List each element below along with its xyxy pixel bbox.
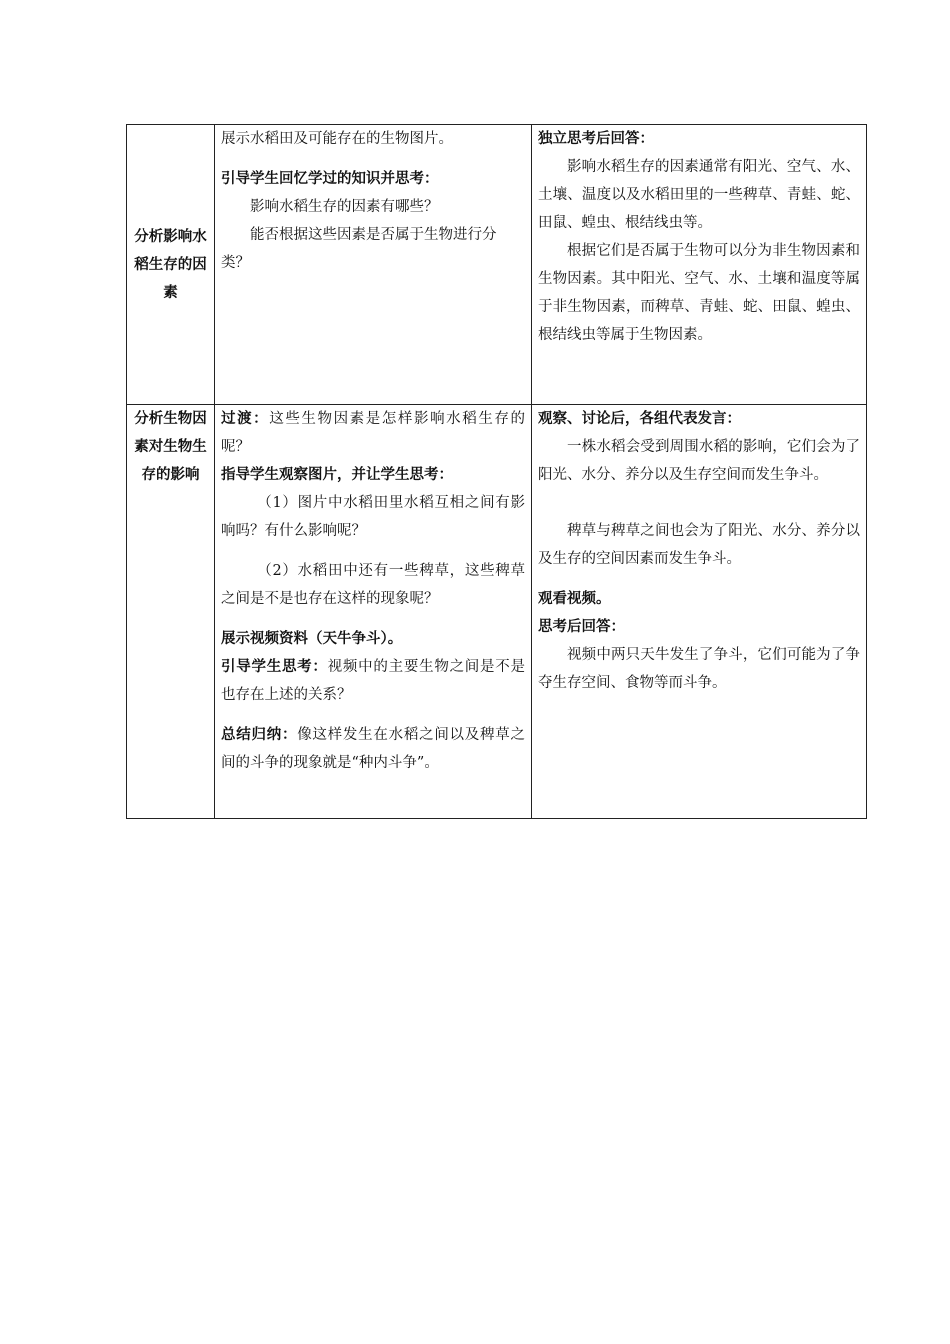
- think-text: 视频中的主要生物之间是不是也存在上述的关系？: [221, 659, 526, 703]
- video-label: 展示视频资料（天牛争斗）。: [221, 631, 403, 647]
- question-1: （1）图片中水稻田里水稻互相之间有影响吗？有什么影响呢？: [221, 495, 525, 539]
- student-answer-2: 稗草与稗草之间也会为了阳光、水分、养分以及生存的空间因素而发生争斗。: [538, 523, 860, 567]
- student-label: 观察、讨论后，各组代表发言：: [538, 411, 741, 427]
- student-activity-cell: [532, 125, 867, 405]
- summary-label: 总结归纳：: [221, 727, 298, 743]
- student-activity-cell: [532, 405, 867, 819]
- question-2: （2）水稻田中还有一些稗草，这些稗草之间是不是也存在这样的现象呢？: [221, 563, 525, 607]
- answer-label: 思考后回答：: [538, 619, 625, 635]
- topic-text: 分析影响水稻生存的因素: [134, 228, 207, 301]
- table-row: [127, 125, 867, 405]
- transition-label: 过渡：: [221, 411, 270, 427]
- topic-text: 分析生物因素对生物生存的影响: [134, 411, 207, 483]
- student-answer-2: 根据它们是否属于生物可以分为非生物因素和生物因素。其中阳光、空气、水、土壤和温度等属于非生物因素，而稗草、青蛙、蛇、田鼠、蝗虫、根结线虫等属于生物因素。: [538, 243, 860, 343]
- transition-line: [221, 405, 525, 461]
- question-2: 能否根据这些因素是否属于生物进行分类？: [221, 227, 497, 271]
- question-1: 影响水稻生存的因素有哪些？: [250, 199, 439, 215]
- summary-text: 像这样发生在水稻之间以及稗草之间的斗争的现象就是“种内斗争”。: [221, 727, 526, 771]
- summary-line: [221, 721, 525, 777]
- guide-label: 指导学生观察图片，并让学生思考：: [221, 467, 453, 483]
- guide-label: 引导学生回忆学过的知识并思考：: [221, 171, 439, 187]
- watch-label: 观看视频。: [538, 591, 611, 607]
- teacher-activity-cell: [215, 405, 532, 819]
- teacher-intro: 展示水稻田及可能存在的生物图片。: [221, 131, 453, 147]
- lesson-table: [126, 124, 867, 819]
- think-line: [221, 653, 525, 709]
- teacher-activity-cell: [215, 125, 532, 405]
- student-label: 独立思考后回答：: [538, 131, 654, 147]
- row-topic: [127, 125, 215, 405]
- student-answer-1: 一株水稻会受到周围水稻的影响，它们会为了阳光、水分、养分以及生存空间而发生争斗。: [538, 439, 860, 483]
- student-answer-3: 视频中两只天牛发生了争斗，它们可能为了争夺生存空间、食物等而斗争。: [538, 647, 860, 691]
- table-row: [127, 405, 867, 819]
- row-topic: [127, 405, 215, 819]
- think-label: 引导学生思考：: [221, 659, 328, 675]
- transition-text: 这些生物因素是怎样影响水稻生存的呢？: [221, 411, 525, 455]
- student-answer-1: 影响水稻生存的因素通常有阳光、空气、水、土壤、温度以及水稻田里的一些稗草、青蛙、蛇、田鼠、蝗虫、根结线虫等。: [538, 159, 860, 231]
